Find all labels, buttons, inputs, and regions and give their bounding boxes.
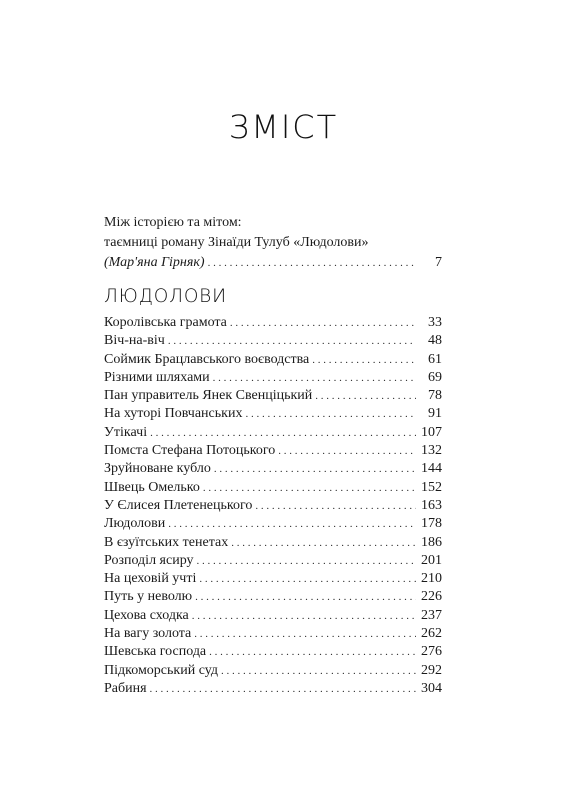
toc-entry-title: На хуторі Повчанських [104, 406, 243, 422]
dot-leader [208, 253, 416, 273]
toc-entry [104, 662, 442, 680]
toc-entry [104, 497, 442, 515]
toc-entry-title: В єзуїтських тенетах [104, 534, 229, 550]
toc-entry-page-number: 91 [428, 406, 442, 422]
toc-entry-page-number: 78 [428, 388, 442, 404]
dot-leader [150, 680, 416, 698]
toc-entry-title: Підкоморський суд [104, 662, 218, 678]
toc-entry-page-number: 178 [421, 516, 442, 532]
toc-list [104, 314, 442, 698]
toc-entry [104, 588, 442, 606]
toc-entry-title: Помста Стефана Потоцького [104, 443, 276, 459]
toc-entry-title: Швець Омелько [104, 479, 200, 495]
toc-entry-title: Соймик Брацлавського воєводства [104, 351, 310, 367]
section-title: ЛЮДОЛОВИ [104, 286, 227, 307]
toc-entry [104, 643, 442, 661]
toc-entry-page-number: 226 [421, 589, 442, 605]
toc-entry [104, 680, 442, 698]
dot-leader [278, 442, 416, 460]
dot-leader [199, 570, 416, 588]
dot-leader [245, 405, 416, 423]
toc-entry-title: Рабиня [104, 680, 147, 696]
dot-leader [195, 588, 416, 606]
toc-entry [104, 369, 442, 387]
toc-entry-page-number: 107 [421, 424, 442, 440]
dot-leader [203, 479, 416, 497]
dot-leader [150, 424, 416, 442]
dot-leader [213, 369, 416, 387]
toc-entry [104, 607, 442, 625]
dot-leader [192, 607, 416, 625]
dot-leader [315, 387, 416, 405]
toc-entry-page-number: 33 [428, 315, 442, 330]
toc-entry [104, 479, 442, 497]
toc-entry-page-number: 152 [421, 479, 442, 495]
dot-leader [230, 314, 416, 332]
toc-entry [104, 387, 442, 405]
toc-entry-page-number: 210 [421, 571, 442, 587]
toc-entry-page-number: 163 [421, 497, 442, 513]
dot-leader [231, 534, 416, 552]
toc-entry [104, 314, 442, 332]
toc-entry [104, 424, 442, 442]
toc-entry-page-number: 48 [428, 333, 442, 349]
dot-leader [221, 662, 416, 680]
dot-leader [168, 332, 416, 350]
toc-entry-title: Людолови [104, 516, 166, 532]
toc-entry [104, 515, 442, 533]
toc-entry [104, 332, 442, 350]
toc-entry-page-number: 292 [421, 662, 442, 678]
toc-entry [104, 625, 442, 643]
toc-entry [104, 534, 442, 552]
dot-leader [197, 552, 416, 570]
intro-page-number: 7 [435, 255, 442, 270]
toc-entry-title: Утікачі [104, 424, 148, 440]
toc-entry-page-number: 144 [421, 461, 442, 477]
toc-entry [104, 351, 442, 369]
dot-leader [214, 460, 416, 478]
toc-entry-title: Пан управитель Янек Свенціцький [104, 388, 313, 404]
toc-entry-title: Цехова сходка [104, 607, 189, 623]
toc-entry-page-number: 61 [428, 351, 442, 367]
toc-entry-title: Королівська грамота [104, 315, 227, 330]
intro-line-2: таємниці роману Зінаїди Тулуб «Людолови» [104, 235, 369, 250]
dot-leader [209, 643, 416, 661]
dot-leader [312, 351, 416, 369]
dot-leader [255, 497, 416, 515]
dot-leader [168, 515, 416, 533]
toc-entry-title: Шевська господа [104, 644, 207, 660]
toc-entry-title: Різними шляхами [104, 369, 210, 385]
toc-entry-page-number: 304 [421, 680, 442, 696]
toc-entry [104, 405, 442, 423]
toc-entry-title: Путь у неволю [104, 589, 193, 605]
toc-entry-title: У Єлисея Плетенецького [104, 497, 253, 513]
toc-entry [104, 460, 442, 478]
toc-entry-page-number: 186 [421, 534, 442, 550]
toc-entry-page-number: 132 [421, 443, 442, 459]
toc-entry-page-number: 276 [421, 644, 442, 660]
toc-entry-title: Віч-на-віч [104, 333, 165, 349]
toc-entry-title: На цеховій учті [104, 571, 197, 587]
intro-entry [104, 213, 442, 273]
toc-entry [104, 442, 442, 460]
toc-entry-title: На вагу золота [104, 626, 192, 642]
toc-entry-page-number: 201 [421, 552, 442, 568]
intro-author-row [104, 253, 442, 273]
toc-entry-page-number: 237 [421, 607, 442, 623]
toc-entry-page-number: 262 [421, 626, 442, 642]
toc-entry [104, 552, 442, 570]
toc-entry-page-number: 69 [428, 369, 442, 385]
page-title: ЗМІСТ [228, 108, 339, 146]
intro-author: (Мар'яна Гірняк) [104, 255, 205, 270]
toc-entry-title: Розподіл ясиру [104, 552, 194, 568]
toc-entry-title: Зруйноване кубло [104, 461, 211, 477]
intro-line-1: Між історією та мітом: [104, 215, 242, 230]
dot-leader [194, 625, 416, 643]
toc-entry [104, 570, 442, 588]
